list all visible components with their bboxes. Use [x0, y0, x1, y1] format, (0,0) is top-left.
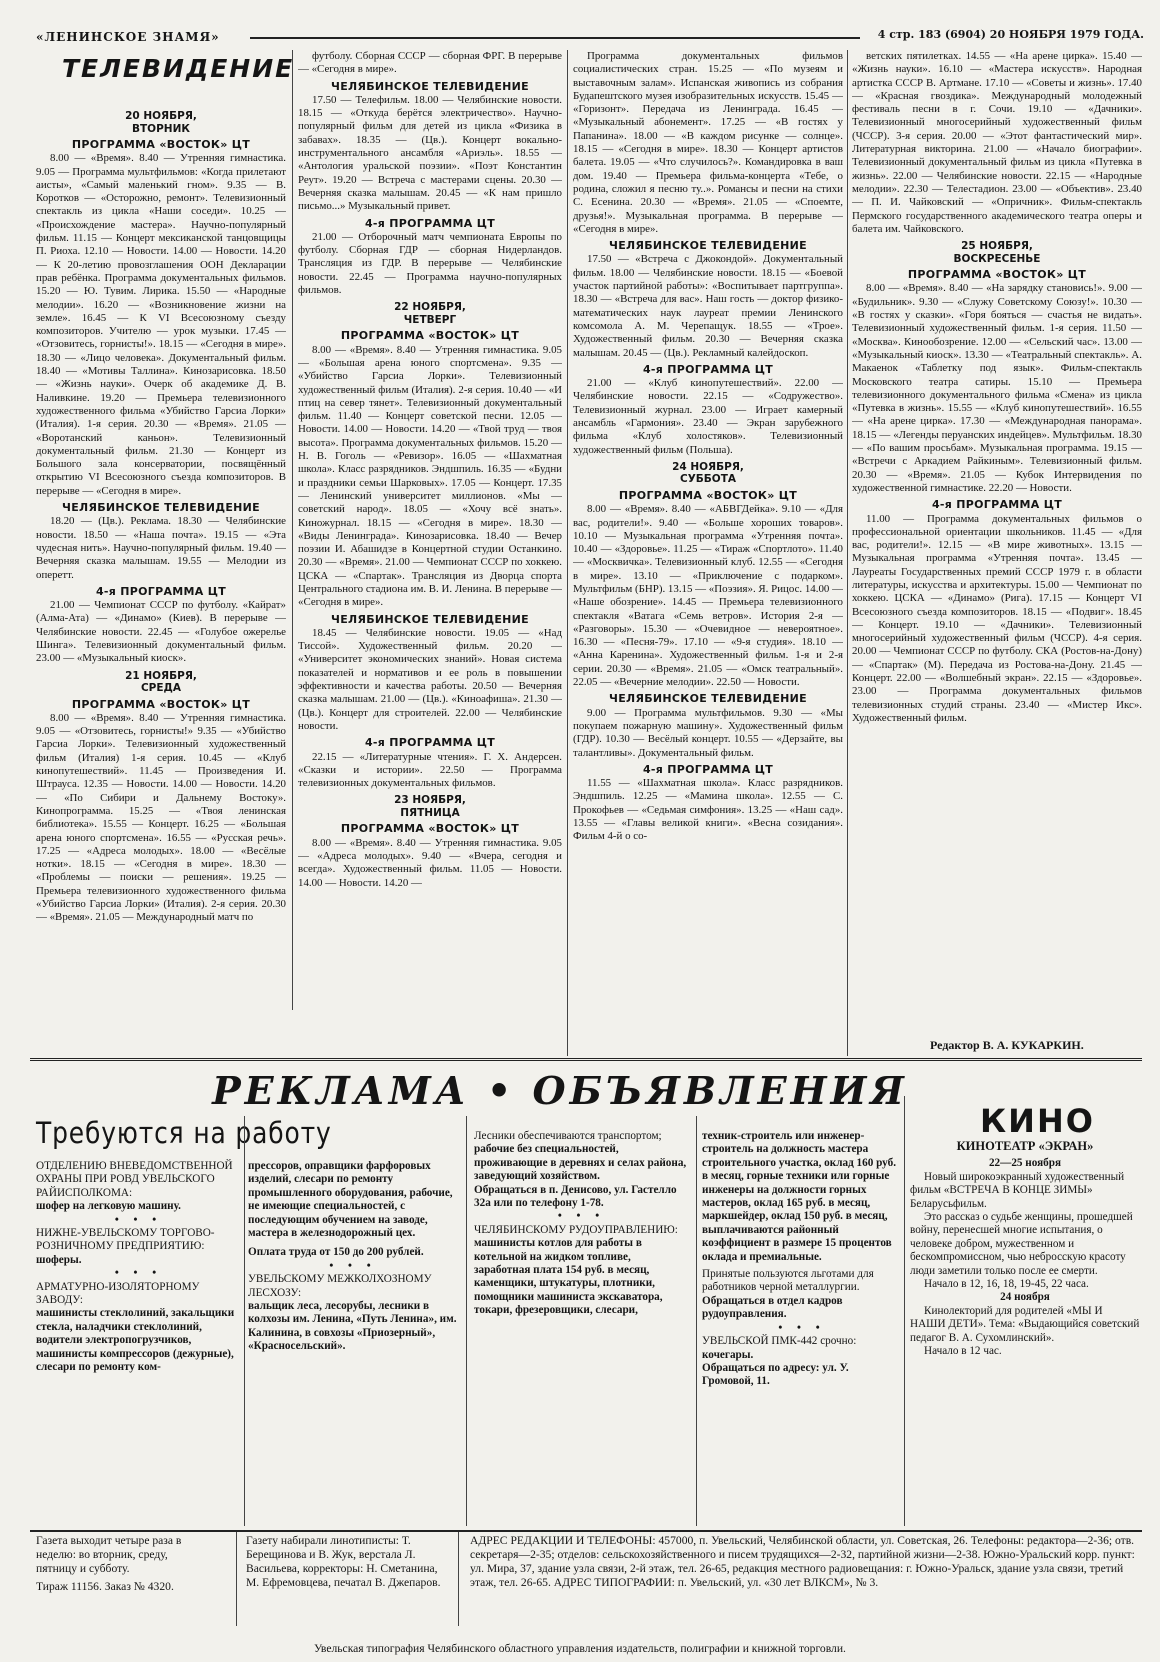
ad-dots: • • • [778, 1321, 826, 1334]
circulation: Тираж 11156. Заказ № 4320. [36, 1580, 174, 1593]
day-heading: 22 НОЯБРЯ, ЧЕТВЕРГ [394, 301, 466, 326]
program-heading: 4-я ПРОГРАММА ЦТ [642, 762, 774, 776]
ad-divider [696, 1116, 697, 1526]
cinema-name: КИНОТЕАТР «ЭКРАН» [956, 1139, 1094, 1153]
footer-separator [30, 1530, 1142, 1532]
ad-contact: Обращаться в п. Денисово, ул. Гастелло 32а или по телефону 1-78. [474, 1183, 677, 1210]
program-listing: 21.00 — Отборочный матч чемпионата Европы по футболу. Сборная ГДР — сборная Нидерландов. Трансляция из ГДР. В перерыве — Челябинские новости. 22.45 — Программа научно-популярных фильмов. [298, 230, 562, 297]
tv-section-title: ТЕЛЕВИДЕНИЕ [62, 54, 295, 83]
masthead-rule [250, 37, 860, 39]
program-heading: ЧЕЛЯБИНСКОЕ ТЕЛЕВИДЕНИЕ [609, 239, 807, 253]
program-listing: ветских пятилетках. 14.55 — «На арене цирка». 15.40 — «Жизнь науки». 16.10 — «Мастера искусств». Народная артистка СССР В. Артмане. 17.10 — «Советы и жизнь». 17.40 — «Красная гвоздика». Международный молодежный фестиваль песни в г. Сочи. 19.10 — «Дачники». Телевизионный многосерийный художественный фильм (ЧССР). 3-я серия. 20.00 — «Этот фантастический мир». Литературная викторина. 21.00 — «Начало биографии». Телевизионный документальный фильм из цикла «Путевка в жизнь». 22.00 — Челябинские новости. 22.15 — «Народные мелодии». 22.30 — Телестадион. 23.00 — «Объектив». 23.40 — П. И. Чайковский — «Опричник». Фильм-спектакль Пермского государственного академического театра оперы и балета им. Чайковского. [852, 50, 1142, 235]
program-listing: 18.20 — (Цв.). Реклама. 18.30 — Челябинские новости. 18.50 — «Наша почта». 19.15 — «Эта чудесная нить». Научно-популярный фильм. 19.40 — Вечерняя сказка малышам. 19.55 — Мелодии из оперетт. [36, 515, 286, 581]
section-separator [30, 1058, 1142, 1061]
program-heading: ПРОГРАММА «ВОСТОК» ЦТ [340, 822, 520, 836]
footer-staff: Газету набирали линотиписты: Т. Берещинова и В. Жук, верстала Л. Васильева, корректоры: Н. Сметанина, М. Ефремовцева, печатал В. Джепаров. [246, 1534, 441, 1589]
program-listing: 8.00 — «Время». 8.40 — «На зарядку становись!». 9.00 — «Будильник». 9.30 — «Служу Советскому Союзу!». 10.30 — «В гостях у сказки». «Горя бояться — счастья не видать». Телевизионный художественный фильм. 1-я серия. 11.50 — «Москва». Кинообозрение. 12.00 — «Сельский час». 13.00 — «Музыкальный киоск». 13.30 — «Театральный спектакль». А. Макаенок «Таблетку под язык». Фильм-спектакль Московского театра сатиры. 15.10 — Премьера телевизионного документального фильма «Смена» из цикла «Путевка в жизнь». 15.55 — «Клуб кинопутешествий». 16.55 — «На арене цирка». 17.30 — «Международная панорама». 18.15 — «Легенды перуанских индейцев». Мультфильм. 18.30 — «По вашим просьбам». Музыкальная программа. 19.15 — «Встречи с Аркадием Райкиным». Телевизионный фильм. 20.30 — «Время». 21.05 — Кубок Интервидения по художественной гимнастике. 22.20 — Новости. [852, 282, 1142, 494]
footer-publication [36, 1534, 206, 1594]
publication-schedule: Газета выходит четыре раза в неделю: во вторник, среду, пятницу и субботу. [36, 1534, 182, 1575]
ad-salary: Оплата труда от 150 до 200 рублей. [248, 1246, 424, 1259]
program-heading: 4-я ПРОГРАММА ЦТ [931, 498, 1063, 512]
program-listing: 8.00 — «Время». 8.40 — Утренняя гимнастика. 9.05 — Программа мультфильмов: «Когда прилетают аисты», «Самый маленький гном». 9.35 — В. Коротков — «Осторожно, ремонт». Телевизионный спектакль из цикла «Наши соседи». 10.25 — «Происхождение мастера». Научно-популярный фильм. 11.15 — Концерт мексиканской танцовщицы П. Риоха. 12.10 — Новости. 14.00 — Новости. 14.20 — К 20-летию провозглашения ООН Декларации прав ребёнка. Программа документальных фильмов. 15.20 — Ю. Тувим. Лирика. 15.50 — «Народные мелодии». 16.20 — «Возникновение жизни на земле». 16.45 — К VI Всесоюзному съезду композиторов. Учителю — урок музыки. 17.45 — «Отзовитесь, горнисты!». 18.15 — «Сегодня в мире». 18.30 — «Лицо человека». Документальный фильм. 18.40 — «Мотивы Таллина». Кинозарисовка. 18.50 — «Жизнь науки». Очерк об академике Д. В. Наливкине. 19.20 — Премьера телевизионного художественного фильма «Убийство Гарсиа Лорки» (Италия). 1-я серия. 20.30 — «Время». 21.05 — «Воротанский каньон». Телевизионный документальный фильм. 21.30 — Концерт из Большого зала консерватории, посвящённый открытию VI Всесоюзного съезда композиторов. В перерыве — «Сегодня в мире». [36, 152, 286, 497]
footer-divider [458, 1532, 459, 1626]
program-heading: ПРОГРАММА «ВОСТОК» ЦТ [71, 697, 251, 711]
day-heading: 20 НОЯБРЯ, ВТОРНИК [125, 110, 197, 135]
ad-employer: ЧЕЛЯБИНСКОМУ РУДОУПРАВЛЕНИЮ: [474, 1223, 678, 1236]
cinema-description: Это рассказ о судьбе женщины, прошедшей войну, перенесшей многие испытания, о человеке добром, мужественном и бескомпромиссном, чью небросскую красоту люди заметили только после ее смерти. [910, 1211, 1133, 1277]
program-listing: 9.00 — Программа мультфильмов. 9.30 — «Мы покупаем пожарную машину». Художественный фильм (ГДР). 10.30 — Весёлый концерт. 10.55 — «Дерзайте, вы талантливы». Документальный фильм. [573, 706, 843, 759]
footer-divider [236, 1532, 237, 1626]
ad-contact: Обращаться по адресу: ул. У. Громовой, 11. [702, 1361, 849, 1388]
ad-employer: УВЕЛЬСКОМУ МЕЖКОЛХОЗНОМУ ЛЕСХОЗУ: [248, 1273, 432, 1299]
cinema-film: Новый широкоэкранный художественный фильм «ВСТРЕЧА В КОНЦЕ ЗИМЫ» Беларусьфильм. [910, 1170, 1125, 1210]
ad-position: машинисты котлов для работы в котельной на жидком топливе, заработная плата 154 руб. в месяц, каменщики, штукатуры, плотники, помощники машиниста экскаватора, токари, фрезеровщики, слесари, [474, 1237, 663, 1317]
tv-column-2 [298, 50, 562, 1056]
ad-divider [244, 1116, 245, 1526]
day-heading: 23 НОЯБРЯ, ПЯТНИЦА [394, 794, 466, 819]
tv-column-1 [36, 106, 286, 1056]
column-divider [847, 50, 848, 1056]
ad-divider [466, 1116, 467, 1526]
ad-employer: ОТДЕЛЕНИЮ ВНЕВЕДОМСТВЕННОЙ ОХРАНЫ ПРИ РОВД УВЕЛЬСКОГО РАЙИСПОЛКОМА: [36, 1160, 233, 1199]
program-listing: 8.00 — «Время». 8.40 — Утренняя гимнастика. 9.05 — «Большая арена юного спортсмена». 9.35 — «Убийство Гарсиа Лорки». Телевизионный художественный фильм (Италия). 2-я серия. 10.40 — «И птиц на север тянет». Телевизионный документальный фильм. 11.40 — Концерт советской песни. 12.05 — Новости. 14.00 — Новости. 14.20 — «Твой труд — твоя высота». Программа документальных фильмов. 15.20 — Н. В. Гоголь — «Ревизор». 16.05 — «Шахматная школа». Класс разрядников. Эндшпиль. 16.35 — «Будни и праздники семьи Шарковых». 17.05 — Концерт. 17.35 — Ленинский университет миллионов. «Мы — советский народ». 18.05 — «Хочу всё знать». Киножурнал. 18.15 — «Сегодня в мире». 18.30 — «Виды Ленинграда». Кинозарисовка. 18.40 — Вечер поэзии И. Абашидзе в Концертной студии Останкино. 20.30 — «Время». 21.00 — Чемпионат СССР по хоккею. ЦСКА — «Спартак». Трансляция из Дворца спорта Центрального стадиона им. В. И. Ленина. В перерыве — «Сегодня в мире». [298, 343, 562, 609]
job-ad-block-2 [248, 1160, 458, 1354]
program-heading: ЧЕЛЯБИНСКОЕ ТЕЛЕВИДЕНИЕ [62, 501, 260, 515]
day-heading: 24 НОЯБРЯ, СУББОТА [672, 460, 744, 486]
program-listing: 18.45 — Челябинские новости. 19.05 — «Над Тиссой». Художественный фильм. 20.20 — «Университет экономических знаний». Новая система показателей и нормативов и ее роль в повышении эффективности и качества работы. 20.50 — Вечерняя сказка малышам. 21.00 — (Цв.). «Киноафиша». 21.30 — (Цв.). Концерт для строителей. 22.00 — Челябинские новости. [298, 626, 562, 732]
ad-position: шофер на легковую машину. [36, 1200, 181, 1213]
ad-employer: НИЖНЕ-УВЕЛЬСКОМУ ТОРГОВО-РОЗНИЧНОМУ ПРЕДПРИЯТИЮ: [36, 1227, 215, 1253]
program-listing: 17.50 — Телефильм. 18.00 — Челябинские новости. 18.15 — «Откуда берётся электричество». Научно-популярный фильм для детей из цикла «Физика в забавах». 18.35 — (Цв.). Концерт вокально-инструментального ансамбля «Ариэль». 18.55 — «Антология уральской поэзии». «Поэт Константин Реут». 19.20 — Встреча с мастерами сцены. 20.30 — Вечерняя сказка малышам. 20.45 — «К нам пришло письмо...» Музыкальный привет. [298, 93, 562, 213]
ad-dots: • • • [329, 1259, 377, 1272]
cinema-times: Начало в 12, 16, 18, 19-45, 22 часа. [924, 1278, 1089, 1291]
ad-contact: Обращаться в отдел кадров рудоуправления. [702, 1294, 843, 1321]
program-heading: ПРОГРАММА «ВОСТОК» ЦТ [340, 329, 520, 343]
program-heading: 4-я ПРОГРАММА ЦТ [642, 362, 774, 376]
ad-employer: УВЕЛЬСКОЙ ПМК-442 срочно: [702, 1335, 857, 1348]
program-listing: 21.00 — Чемпионат СССР по футболу. «Кайрат» (Алма-Ата) — «Динамо» (Киев). В перерыве — Челябинские новости. 22.45 — «Голубое ожерелье Шинга». Телевизионный документальный фильм. 23.00 — «Музыкальный киоск». [36, 599, 286, 665]
program-heading: ЧЕЛЯБИНСКОЕ ТЕЛЕВИДЕНИЕ [331, 79, 529, 93]
ad-position: шоферы. [36, 1253, 82, 1266]
editor-signature: Редактор В. А. КУКАРКИН. [930, 1038, 1084, 1052]
program-listing: 8.00 — «Время». 8.40 — «АБВГДейка». 9.10 — «Для вас, родители!». 9.40 — «Больше хороших товаров». 10.10 — Музыкальная программа «Утренняя почта». 10.40 — «Здоровье». 11.25 — «Тираж «Спортлото». 11.40 — «Москвичка». Телевизионный клуб. 12.55 — «Сегодня в мире». 13.10 — «Приключение с подарком». Мультфильм (БНР). 13.15 — «Поэзия». Я. Рицос. 14.00 — «Наше обозрение». 14.45 — Премьера телевизионного спектакля «Ватага «Семь ветров». История 2-я — «Разговоры». 15.30 — «Очевидное — невероятное». 16.30 — «Песня-79». 17.10 — «9-я студия». 18.10 — «Анна Каренина». Художественный фильм. 1-я и 2-я серии. 20.30 — «Время». 21.05 — «Омск театральный». 22.05 — «Вечерние мелодии». 22.50 — Новости. [573, 503, 843, 689]
program-listing: 11.55 — «Шахматная школа». Класс разрядников. Эндшпиль. 12.25 — «Мамина школа». 12.55 — С. Прокофьев — «Седьмая симфония». 13.25 — «Наш сад». 13.55 — «Главы великой книги». «Весна созидания». Фильм 4-й о со- [573, 777, 843, 843]
ad-position: кочегары. [702, 1348, 754, 1361]
program-heading: 4-я ПРОГРАММА ЦТ [95, 584, 227, 598]
program-heading: ЧЕЛЯБИНСКОЕ ТЕЛЕВИДЕНИЕ [609, 692, 807, 706]
newspaper-name: «ЛЕНИНСКОЕ ЗНАМЯ» [36, 30, 220, 44]
ad-dots: • • • [114, 1213, 163, 1226]
ad-dots: • • • [114, 1267, 163, 1280]
cinema-dates: 22—25 ноября [988, 1157, 1062, 1170]
program-listing: 11.00 — Программа документальных фильмов о профессиональной ориентации школьников. 11.45 — «Для вас, родители!». 12.15 — «В мире животных». 13.15 — Музыкальная программа «Утренняя почта». 13.45 — Лауреаты Государственных премий СССР 1979 г. в области литературы, искусства и архитектуры. 15.00 — Чемпионат по хоккею. ЦСКА — «Динамо» (Рига). 17.15 — Концерт VI Всесоюзного съезда композиторов. 18.15 — «Подвиг». 18.45 — Концерт. 19.10 — «Дачники». Телевизионный многосерийный художественный фильм (ЧССР). 4-я серия. 20.00 — Чемпионат СССР по футболу. СКА (Ростов-на-Дону) — «Спартак» (М). Передача из Ростова-на-Дону. 21.45 — Концерт. 22.00 — «Волшебный экран». 22.15 — «Здоровье». 23.00 — Программа документальных фильмов телевизионных студий страны. 23.40 — «Мистер Икс». Художественный фильм. [852, 512, 1142, 724]
ad-employer: АРМАТУРНО-ИЗОЛЯТОРНОМУ ЗАВОДУ: [36, 1280, 200, 1307]
program-heading: 4-я ПРОГРАММА ЦТ [364, 736, 496, 750]
program-heading: ПРОГРАММА «ВОСТОК» ЦТ [618, 488, 798, 502]
program-listing: 8.00 — «Время». 8.40 — Утренняя гимнастика. 9.05 — «Отзовитесь, горнисты!» 9.35 — «Убийство Гарсиа Лорки». Телевизионный художественный фильм (Италия) 1-я серия. 10.45 — «Клуб кинопутешествий». 11.45 — Произведения И. Штрауса. 12.35 — Новости. 14.00 — Новости. 14.20 — «По Сибири и Дальнему Востоку». Кинопрограмма. 15.25 — «Твоя ленинская библиотека». 15.55 — Концерт. 16.25 — «Большая арена юного спортсмена». 16.55 — «Русская речь». 17.25 — «Адреса молодых». 18.00 — «Весёлые нотки». 18.15 — «Сегодня в мире». 18.30 — «Проблемы — поиски — решения». 19.25 — Премьера телевизионного художественного фильма «Убийство Гарсиа Лорки» (Италия). 2-я серия. 20.30 — «Время». 21.05 — Международный матч по [36, 711, 286, 924]
program-listing: футболу. Сборная СССР — сборная ФРГ. В перерыве — «Сегодня в мире». [298, 50, 562, 76]
ad-position: рабочие без специальностей, проживающие в деревнях и селах района, заведующий хозяйством. [474, 1143, 687, 1183]
program-heading: ПРОГРАММА «ВОСТОК» ЦТ [907, 268, 1087, 282]
cinema-dates: 24 ноября [1000, 1291, 1050, 1304]
ad-position: вальщик леса, лесорубы, лесники в колхозы им. Ленина, «Путь Ленина», им. Калинина, в совхозы «Приозерный», «Красносельский». [248, 1300, 457, 1353]
ad-position: техник-строитель или инженер-строитель на должность мастера строительного участка, оклад 160 руб. в месяц, горные техники или горные инженеры на должности горных мастеров, оклад 165 руб. в месяц, маркшейдер, оклад 150 руб. в месяц, выплачиваются районный коэффициент в размере 15 процентов оклада и премиальные. [702, 1130, 897, 1263]
program-listing: 21.00 — «Клуб кинопутешествий». 22.00 — Челябинские новости. 22.15 — «Содружество». Телевизионный журнал. 23.00 — Играет камерный ансамбль «Гармония». 23.40 — Экран зарубежного фильма «Клуб холостяков». Телевизионный художественный фильм (Польша). [573, 377, 843, 456]
program-listing: 8.00 — «Время». 8.40 — Утренняя гимнастика. 9.05 — «Адреса молодых». 9.40 — «Вчера, сегодня и всегда». Художественный фильм. 11.05 — Новости. 14.00 — Новости. 14.20 — [298, 836, 562, 889]
program-listing: Программа документальных фильмов социалистических стран. 15.25 — «По музеям и выставочным залам». Испанская живопись из собрания Будапештского музея изобразительных искусств. 15.45 — «Горизонт». Передача из Ленинграда. 16.45 — «Музыкальный абонемент». 17.25 — «В гостях у Папанина». 18.00 — «В каждом рисунке — солнце». 18.15 — «Сегодня в мире». 18.30 — Концерт артистов балета. 19.05 — «Что случилось?». Командировка в ваш дом. 19.40 — Премьера фильма-концерта «Тебе, о родина, сложил я песню ту..». Романсы и песни на стихи С. Есенина. 20.30 — «Время». 21.05 — «Споемте, друзья!». Музыкальная программа. В перерыве — «Сегодня в мире». [573, 50, 843, 235]
cinema-lecture: Кинолекторий для родителей «МЫ И НАШИ ДЕТИ». Тема: «Выдающийся советский педагог В. А. Сухомлинский». [910, 1304, 1140, 1344]
ad-dots: • • • [557, 1210, 606, 1223]
day-heading: 25 НОЯБРЯ, ВОСКРЕСЕНЬЕ [953, 240, 1041, 265]
job-ad-block-3 [474, 1130, 689, 1318]
program-heading: 4-я ПРОГРАММА ЦТ [364, 216, 496, 230]
ad-note: Лесники обеспечиваются транспортом; [474, 1130, 662, 1142]
column-divider [292, 50, 293, 1010]
tv-column-3 [573, 50, 843, 1056]
program-listing: 22.15 — «Литературные чтения». Г. Х. Андерсен. «Сказки и истории». 22.50 — Программа телевизионных документальных фильмов. [298, 750, 562, 790]
kino-heading: КИНО [980, 1102, 1095, 1140]
footer-address: АДРЕС РЕДАКЦИИ И ТЕЛЕФОНЫ: 457000, п. Увельский, Челябинской области, ул. Советская, 26. Телефоны: редактора—2-36; отв. секретаря—2-35; отделов: сельскохозяйственного и писем трудящихся—2-32, партийной жизни—2-38. Южно-Уральский корр. пункт: ул. Мира, 37, здание узла связи, 2-й этаж, тел. 26-65, редакция местного радиовещания: г. Южно-Уральск, здание узла связи, третий этаж, тел. 26-65. АДРЕС ТИПОГРАФИИ: п. Увельский, ул. «30 лет ВЛКСМ», № 3. [470, 1534, 1135, 1589]
ad-position: машинисты стеклолиний, закальщики стекла, наладчики стеклолиний, водители электропогрузчиков, машинисты компрессоров (дежурные), слесари по ремонту ком- [36, 1307, 235, 1374]
program-listing: 17.50 — «Встреча с Джокондой». Документальный фильм. 18.00 — Челябинские новости. 18.15 — «Боевой участок партийной работы»: «Воспитывает партгруппа». 18.30 — «Встреча для вас». Наш гость — доктор физико-математических наук лауреат премии Ленинского комсомола А. М. Черепащук. 18.55 — «Трое». Художественный фильм. 20.30 — Вечерняя сказка малышам. 20.45 — (Цв.). Рекламный калейдоскоп. [573, 253, 843, 359]
jobs-heading: Требуются на работу [36, 1116, 332, 1150]
cinema-times: Начало в 12 час. [924, 1345, 1002, 1358]
ad-divider [904, 1096, 905, 1526]
program-heading: ПРОГРАММА «ВОСТОК» ЦТ [71, 138, 251, 151]
ad-position: прессоров, оправщики фарфоровых изделий, слесари по ремонту промышленного оборудования, рабочие, не имеющие специальностей, с последующим обучением на заводе, мастера в железнодорожный цех. [248, 1160, 453, 1240]
job-ad-block-1 [36, 1160, 241, 1375]
cinema-ad [910, 1140, 1140, 1359]
column-divider [567, 50, 568, 1056]
program-heading: ЧЕЛЯБИНСКОЕ ТЕЛЕВИДЕНИЕ [331, 612, 529, 626]
ads-banner: РЕКЛАМА • ОБЪЯВЛЕНИЯ [212, 1068, 908, 1113]
day-heading: 21 НОЯБРЯ, СРЕДА [125, 669, 197, 695]
issue-info: 4 стр. 183 (6904) 20 НОЯБРЯ 1979 ГОДА. [877, 28, 1144, 41]
tv-column-4 [852, 50, 1142, 1010]
ad-note: Принятые пользуются льготами для работников черной металлургии. [702, 1268, 874, 1294]
job-ad-block-4 [702, 1130, 902, 1389]
printing-house: Увельская типография Челябинского областного управления издательств, полиграфии и книжной торговли. [314, 1642, 846, 1655]
